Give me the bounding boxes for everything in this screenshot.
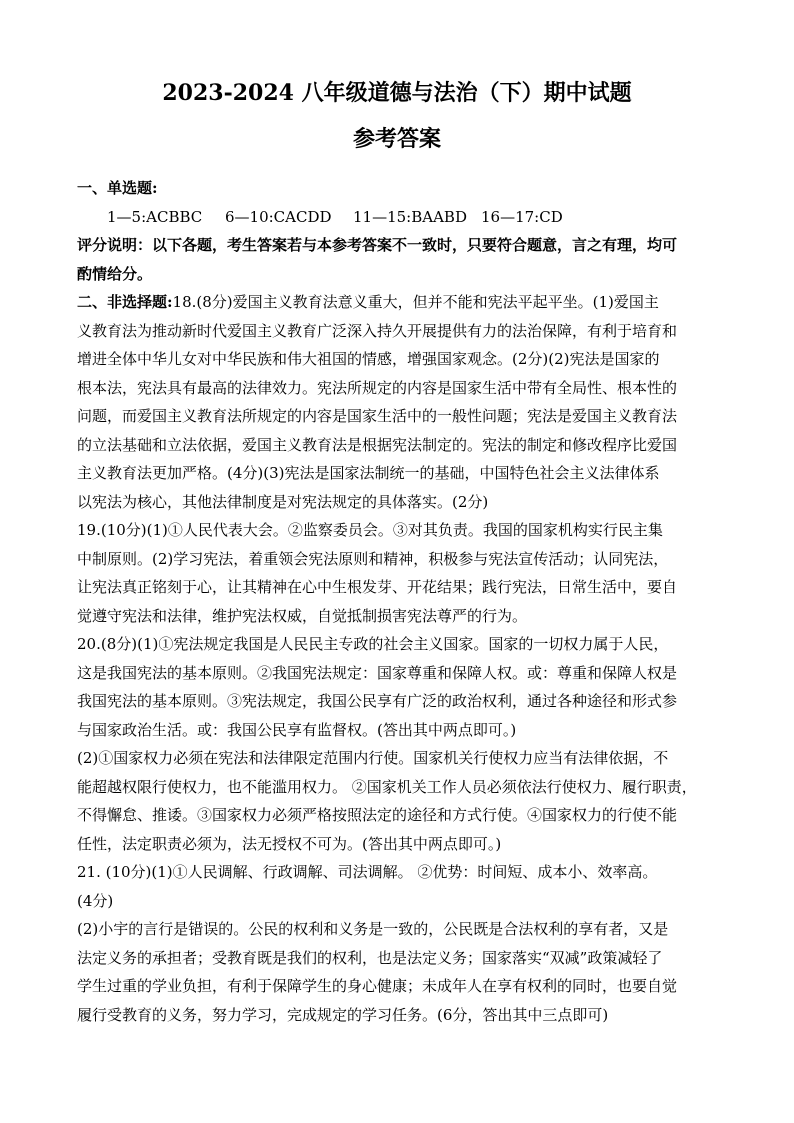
question-18-line	[77, 288, 717, 317]
answer-body	[77, 174, 717, 1029]
question-19-line: 让宪法真正铭刻于心，让其精神在心中生根发芽、开花结果；践行宪法，日常生活中，要自	[77, 578, 678, 596]
question-20-line: 这是我国宪法的基本原则。②我国宪法规定：国家尊重和保障人权。或：尊重和保障人权是	[77, 663, 678, 682]
non-choice-heading: 二、非选择题:	[77, 293, 173, 311]
question-20-line: 任性，法定职责必须为，法无授权不可为。(答出其中两点即可。)	[77, 834, 502, 853]
question-21-line: (4分)	[77, 891, 114, 910]
answer-group: 11—15:BAABD	[353, 207, 467, 226]
answer-group: 16—17:CD	[481, 207, 563, 226]
question-19-line: 19.(10分)(1)①人民代表大会。②监察委员会。③对其负责。我国的国家机构实行民主集	[77, 521, 663, 539]
question-18-line: 主义教育法更加严格。(4分)(3)宪法是国家法制统一的基础，中国特色社会主义法律体系	[77, 464, 660, 482]
scoring-note-line: 酌情给分。	[77, 264, 153, 283]
question-18-line: 增进全体中华儿女对中华民族和伟大祖国的情感，增强国家观念。(2分)(2)宪法是国家的	[77, 350, 660, 368]
single-choice-heading: 一、单选题:	[77, 179, 158, 197]
question-18-line: 问题，而爱国主义教育法所规定的内容是国家生活中的一般性问题；宪法是爱国主义教育法	[77, 407, 678, 425]
question-18-line: 根本法，宪法具有最高的法律效力。宪法所规定的内容是国家生活中带有全局性、根本性的	[77, 378, 678, 397]
question-18-line: 以宪法为核心，其他法律制度是对宪法规定的具体落实。(2分)	[77, 492, 489, 511]
question-21-line: (2)小宇的言行是错误的。公民的权利和义务是一致的，公民既是合法权利的享有者，又是	[77, 920, 669, 938]
scoring-note-line: 评分说明：以下各题，考生答案若与本参考答案不一致时，只要符合题意，言之有理，均可	[77, 236, 678, 254]
page-title: 2023-2024 八年级道德与法治（下）期中试题	[162, 80, 632, 106]
question-18-line: 义教育法为推动新时代爱国主义教育广泛深入持久开展提供有力的法治保障，有利于培育和	[77, 321, 678, 340]
answer-text: 18.(8分)爱国主义教育法意义重大，但并不能和宪法平起平坐。(1)爱国主	[172, 293, 659, 311]
question-21-line: 履行受教育的义务，努力学习，完成规定的学习任务。(6分，答出其中三点即可)	[77, 1005, 609, 1024]
question-20-line: 不得懈怠、推诿。③国家权力必须严格按照法定的途径和方式行使。④国家权力的行使不能	[77, 806, 678, 824]
question-21-line: 学生过重的学业负担，有利于保障学生的身心健康；未成年人在享有权利的同时，也要自觉	[77, 977, 678, 995]
answer-group: 6—10:CACDD	[225, 207, 332, 226]
answer-group: 1—5:ACBBC	[107, 207, 203, 226]
question-20-line: 与国家政治生活。或：我国公民享有监督权。(答出其中两点即可。)	[77, 720, 517, 739]
question-21-line: 法定义务的承担者；受教育既是我们的权利，也是法定义务；国家落实“双减”政策减轻了	[77, 948, 663, 967]
question-21-line: 21. (10分)(1)①人民调解、行政调解、司法调解。 ②优势：时间短、成本小、效率高。	[77, 863, 658, 881]
question-19-line: 觉遵守宪法和法律，维护宪法权威，自觉抵制损害宪法尊严的行为。	[77, 606, 528, 625]
question-20-line: 能超越权限行使权力，也不能滥用权力。 ②国家机关工作人员必须依法行使权力、履行职责，	[77, 777, 697, 796]
question-18-line: 的立法基础和立法依据，爱国主义教育法是根据宪法制定的。宪法的制定和修改程序比爱国	[77, 435, 678, 454]
question-19-line: 中制原则。(2)学习宪法，着重领会宪法原则和精神，积极参与宪法宣传活动；认同宪法，	[77, 549, 669, 568]
question-20-line: 20.(8分)(1)①宪法规定我国是人民民主专政的社会主义国家。国家的一切权力属于人民，	[77, 635, 669, 653]
question-20-line: (2)①国家权力必须在宪法和法律限定范围内行使。国家机关行使权力应当有法律依据，不	[77, 749, 669, 767]
question-20-line: 我国宪法的基本原则。③宪法规定，我国公民享有广泛的政治权利，通过各种途径和形式参	[77, 692, 678, 710]
page-subtitle: 参考答案	[352, 126, 441, 152]
single-choice-answers	[77, 203, 717, 232]
